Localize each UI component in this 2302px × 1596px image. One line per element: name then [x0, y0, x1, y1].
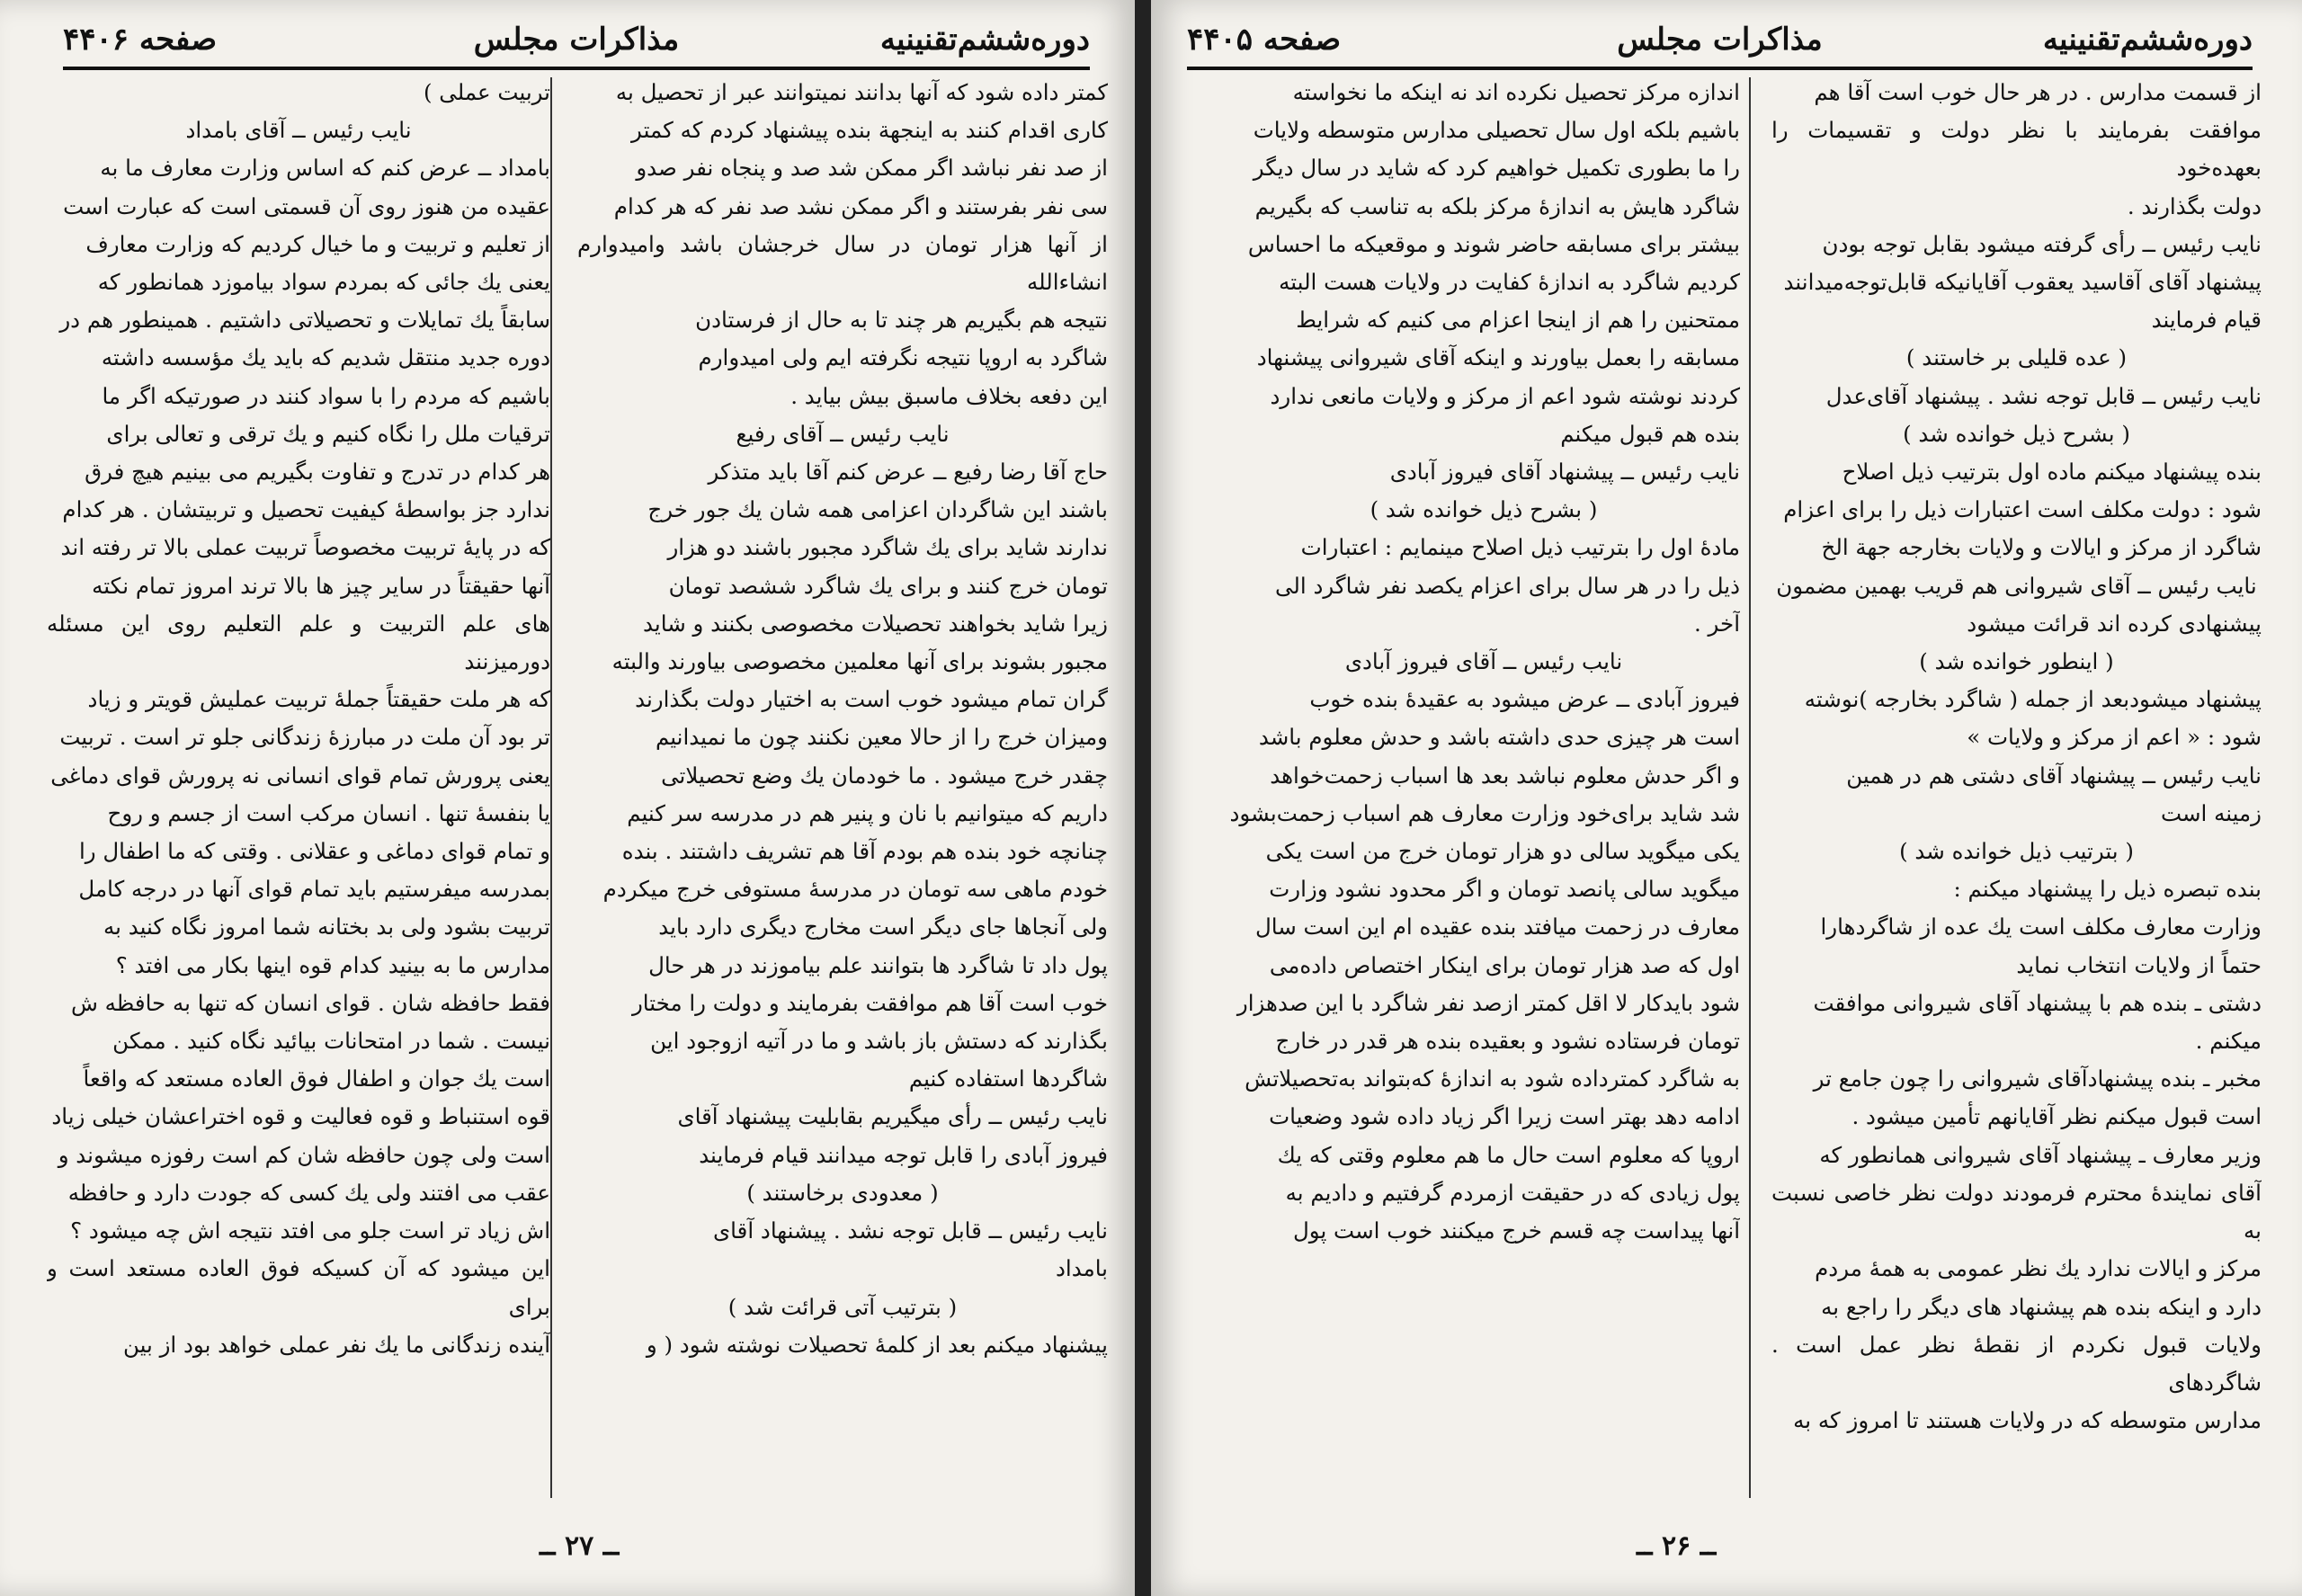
text-line: که در پایهٔ تربیت مخصوصاً تربیت عملی بالا تر رفته اند [60, 534, 550, 561]
text-line: شاگرد به اروپا نتیجه نگرفته ایم ولی امیدوارم [698, 344, 1108, 371]
text-line: بنده هم قبول میکنم [1560, 420, 1740, 447]
text-line: مادهٔ اول را بترتیب ذیل اصلاح مینمایم : اعتبارات [1300, 534, 1740, 561]
text-line: بامداد ــ عرض کنم که اساس وزارت معارف ما به [100, 155, 550, 182]
text-line: است قبول میکنم نظر آقایانهم تأمین میشود . [1851, 1103, 2262, 1130]
column-divider [550, 77, 552, 1498]
text-line: قوه استنباط و قوه فعالیت و قوه اختراعشان خیلی زیاد [51, 1103, 550, 1130]
text-column-left [1227, 74, 1740, 1503]
text-line: زمینه است [2160, 799, 2262, 826]
text-line: عقیده من هنوز روی آن قسمتی است که عبارت است [63, 192, 550, 219]
text-line: کمتر داده شود که آنها بدانند نمیتوانند عبر از تحصیل به [615, 79, 1108, 105]
text-line: آخر . [1693, 610, 1740, 637]
text-line: چنانچه خود بنده هم بودم آقا هم تشریف داشتند . بنده [621, 838, 1108, 865]
text-line: سابقاً یك تمایلات و تحصیلاتی داشتیم . همینطور هم در [59, 307, 550, 334]
text-line: است ولی چون حافظه شان کم است رفوزه میشوند و [58, 1141, 550, 1168]
text-line: ( بترتیب آتی قرائت شد ) [727, 1293, 958, 1320]
text-line: نایب رئیس ــ آقای شیروانی هم قریب بهمین مضمون [1776, 572, 2257, 599]
text-line: مدارس متوسطه که در ولایات هستند تا امروز که به [1793, 1407, 2262, 1434]
right-page [1151, 0, 2302, 1596]
text-line: ترقیات ملل را نگاه کنیم و یك ترقی و تعالی برای [106, 420, 550, 447]
text-line: ( بشرح ذیل خوانده شد ) [1370, 496, 1598, 523]
text-line: مجبور بشوند برای آنها معلمین مخصوصی بیاورند والبته [611, 648, 1108, 675]
text-line: شاگرد هایش به اندازهٔ مرکز بلکه به تناسب که بگیریم [1254, 192, 1740, 219]
text-line: به شاگرد کمترداده شود به اندازهٔ که‌بتواند به‌تحصیلاتش [1245, 1065, 1740, 1092]
text-line: نایب رئیس ــ رأی میگیریم بقابلیت پیشنهاد آقای [677, 1103, 1108, 1130]
text-line: ولی آنجاها جای دیگر است مخارج دیگری دارد باید [658, 914, 1108, 941]
text-line: میگوید سالی پانصد تومان و اگر محدود نشود وزارت [1269, 876, 1740, 903]
text-line: چقدر خرج میشود . ما خودمان یك وضع تحصیلاتی [661, 762, 1108, 789]
text-line: ( بشرح ذیل خوانده شد ) [1903, 420, 2130, 447]
text-line: را ما بطوری تکمیل خواهیم کرد که شاید در سال دیگر [1253, 155, 1740, 182]
publication-title: مذاکرات مجلس [1617, 22, 1823, 58]
text-line: تر بود آن ملت در مبارزهٔ زندگانی جلو تر است . تربیت [59, 724, 550, 751]
text-line: از قسمت مدارس . در هر حال خوب است آقا هم [1814, 79, 2262, 105]
text-line: پول داد تا شاگرد ها بتوانند علم بیاموزند در هر حال [648, 951, 1108, 978]
text-line: بیشتر برای مسابقه حاضر شوند و موقعیکه ما احساس [1247, 230, 1740, 257]
text-line: دارد و اینکه بنده هم پیشنهاد های دیگر را راجع به [1821, 1293, 2262, 1320]
text-line: سی نفر بفرستند و اگر ممکن نشد صد نفر که هر کدام [613, 192, 1108, 219]
column-divider [1749, 77, 1751, 1498]
text-line: حتماً از ولایات انتخاب نماید [2016, 951, 2262, 978]
text-line: پیشنهاد میکنم بعد از کلمهٔ تحصیلات نوشته شود ( و [646, 1331, 1108, 1358]
text-line: نایب رئیس ــ قابل توجه نشد . پیشنهاد آقای‌عدل [1825, 382, 2262, 409]
header-rule [63, 67, 1090, 70]
folio-number: ــ ۲۶ ــ [1637, 1530, 1717, 1562]
text-line: نایب رئیس ــ رأی گرفته میشود بقابل توجه بودن [1822, 230, 2262, 257]
text-line: است یك جوان و اطفال فوق العاده مستعد که واقعاً [83, 1065, 550, 1092]
text-line: نایب رئیس ــ قابل توجه نشد . پیشنهاد آقای [712, 1217, 1108, 1244]
text-line: بنده تبصره ذیل را پیشنهاد میکنم : [1953, 876, 2262, 903]
text-line: ( عده قلیلی بر خاستند ) [1905, 344, 2128, 371]
text-line: خوب است آقا هم موافقت بفرمایند و دولت را مختار [631, 989, 1108, 1016]
session-title: دوره‌ششم‌تقنینیه [2042, 22, 2253, 58]
text-line: باشند این شاگردان اعزامی همه شان یك جور خرج [647, 496, 1108, 523]
text-line: عقب می افتند ولی یك کسی که جودت دارد و حافظه [67, 1179, 550, 1206]
text-line: اش زیاد تر است جلو می افتد نتیجه اش چه میشود ؟ [70, 1217, 550, 1244]
text-line: شد شاید برای‌خود وزارت معارف هم اسباب زحمت‌بشود [1229, 799, 1740, 826]
text-column-right [1771, 74, 2262, 1503]
text-line: معارف در زحمت میافتد بنده عقیده ام این است سال [1254, 914, 1740, 941]
text-line: کاری اقدام کنند به اینجهة بنده پیشنهاد کردم که کمتر [631, 117, 1108, 144]
text-line: نایب رئیس ــ آقای فیروز آبادی [1344, 648, 1623, 675]
text-line: اروپا که معلوم است حال ما هم معلوم وقتی که یك [1277, 1141, 1740, 1168]
text-line: ولایات قبول نکردم از نقطهٔ نظر عمل است . شاگردهای [1771, 1331, 2262, 1395]
page-number: صفحه ۴۴۰۶ [63, 22, 218, 58]
text-line: فقط حافظه شان . قوای انسان که تنها به حافظه ش [70, 989, 550, 1016]
text-line: شود : دولت مکلف است اعتبارات ذیل را برای اعزام [1783, 496, 2262, 523]
text-line: ( بترتیب ذیل خوانده شد ) [1899, 838, 2134, 865]
text-line: ذیل را در هر سال برای اعزام یکصد نفر شاگرد الی [1275, 572, 1740, 599]
text-line: مسابقه را بعمل بیاورند و اینکه آقای شیروانی پیشنهاد [1256, 344, 1740, 371]
text-line: آینده زندگانی ما یك نفر عملی خواهد بود از بین [122, 1331, 550, 1358]
text-line: تومان خرج کنند و برای یك شاگرد ششصد تومان [668, 572, 1108, 599]
text-line: نیست . شما در امتحانات بیائید نگاه کنید . ممکن [112, 1028, 550, 1055]
text-line: وزیر معارف ـ پیشنهاد آقای شیروانی همانطور که [1819, 1141, 2262, 1168]
text-line: آنها پیداست چه قسم خرج میکنند خوب است پول [1292, 1217, 1740, 1244]
text-line: که هر ملت حقیقتاً جملهٔ تربیت عملیش قویتر و زیاد [87, 686, 550, 713]
text-line: شاگردها استفاده کنیم [908, 1065, 1108, 1092]
text-line: شود بایدکار لا اقل کمتر ازصد نفر شاگرد با این صدهزار [1236, 989, 1740, 1016]
session-title: دوره‌ششم‌تقنینیه [879, 22, 1090, 58]
text-line: ( معدودی برخاستند ) [746, 1179, 939, 1206]
page-header [1187, 22, 2253, 67]
text-line: های علم التربیت و علم التعلیم روی این مسئله دورمیزنند [47, 610, 550, 675]
text-line: یعنی پرورش تمام قوای انسانی نه پرورش قوای دماغی [50, 762, 550, 789]
text-line: ( اینطور خوانده شد ) [1919, 648, 2114, 675]
text-line: دولت بگذارند . [2127, 192, 2262, 219]
folio-number: ــ ۲۷ ــ [540, 1530, 620, 1562]
text-line: از صد نفر نباشد اگر ممکن شد صد و پنجاه نفر صدو [636, 155, 1108, 182]
text-line: میکنم . [2195, 1028, 2262, 1055]
text-line: نایب رئیس ــ آقای رفیع [736, 420, 950, 447]
page-number: صفحه ۴۴۰۵ [1187, 22, 1342, 58]
text-line: از آنها هزار تومان در سال خرجشان باشد وامیدوارم انشاءالله [577, 230, 1108, 296]
text-line: تربیت بشود ولی بد بختانه شما امروز نگاه کنید به [103, 914, 550, 941]
text-line: ندارد جز بواسطهٔ کیفیت تحصیل و تربیتشان . هر کدام [62, 496, 550, 523]
text-line: ممتحنین را هم از اینجا اعزام می کنیم که شرایط [1296, 307, 1740, 334]
text-line: فیروز آبادی را قابل توجه میدانند قیام فرمایند [699, 1141, 1108, 1168]
text-line: حاج آقا رضا رفیع ــ عرض کنم آقا باید متذکر [708, 459, 1108, 486]
text-line: بمدرسه میفرستیم باید تمام قوای آنها در درجه کامل [78, 876, 550, 903]
text-line: پیشنهاد میشودبعد از جمله ( شاگرد بخارجه )نوشته [1804, 686, 2262, 713]
text-line: نایب رئیس ــ پیشنهاد آقای فیروز آبادی [1389, 459, 1740, 486]
text-line: شود : « اعم از مرکز و ولایات » [1967, 724, 2262, 751]
text-line: آنها حقیقتاً در سایر چیز ها بالا ترند امروز تمام نکته [92, 572, 550, 599]
text-line: است هر چیزی حدی داشته باشد و حدش معلوم باشد [1258, 724, 1740, 751]
text-line: کردیم شاگرد به اندازهٔ کفایت در ولایات هست البته [1279, 269, 1740, 296]
text-line: باشیم بلکه اول سال تحصیلی مدارس متوسطه ولایات [1253, 117, 1740, 144]
text-line: تربیت عملی ) [423, 79, 550, 105]
header-rule [1187, 67, 2253, 70]
text-line: پیشنهادی کرده اند قرائت میشود [1967, 610, 2262, 637]
text-line: این دفعه بخلاف ماسبق بیش بیاید . [790, 382, 1108, 409]
text-line: خودم ماهی سه تومان در مدرسهٔ مستوفی خرج میکردم [602, 876, 1108, 903]
text-line: تومان فرستاده نشود و بعقیده بنده هر قدر در خارج [1275, 1028, 1740, 1055]
text-line: شاگرد از مرکز و ایالات و ولایات بخارجه جهة الخ [1821, 534, 2262, 561]
text-line: پول زیادی که در حقیقت ازمردم گرفتیم و دادیم به [1285, 1179, 1740, 1206]
text-line: اندازه مرکز تحصیل نکرده اند نه اینکه ما نخواسته [1292, 79, 1740, 105]
text-line: و اگر حدش معلوم نباشد بعد ها اسباب زحمت‌خواهد [1270, 762, 1740, 789]
text-line: بنده پیشنهاد میکنم ماده اول بترتیب ذیل اصلاح [1842, 459, 2262, 486]
text-line: نایب رئیس ــ آقای بامداد [185, 117, 412, 144]
text-line: قیام فرمایند [2151, 307, 2262, 334]
text-line: نتیجه هم بگیریم هر چند تا به حال از فرستادن [695, 307, 1108, 334]
text-line: ومیزان خرج را از حالا معین نکنند چون ما نمیدانیم [655, 724, 1108, 751]
text-line: باشیم که مردم را با سواد کنند در صورتیکه اگر ما [102, 382, 550, 409]
text-line: کردند نوشته شود اعم از مرکز و ولایات مانعی ندارد [1270, 382, 1740, 409]
text-column-left [47, 74, 550, 1503]
text-line: ندارند شاید برای یك شاگرد مجبور باشند دو هزار [667, 534, 1108, 561]
text-line: اول که صد هزار تومان برای اینکار اختصاص داده‌می [1269, 951, 1740, 978]
text-line: نایب رئیس ــ پیشنهاد آقای دشتی هم در همین [1846, 762, 2262, 789]
text-line: آقای نمایندهٔ محترم فرمودند دولت نظر خاصی نسبت به [1771, 1179, 2262, 1244]
page-header [63, 22, 1090, 67]
text-line: این میشود که آن کسیکه فوق العاده مستعد است و برای [47, 1255, 550, 1320]
text-line: و تمام قوای دماغی و عقلانی . وقتی که ما اطفال را [78, 838, 550, 865]
text-line: از تعلیم و تربیت و ما خیال کردیم که وزارت معارف [85, 230, 550, 257]
text-line: دشتی ـ بنده هم با پیشنهاد آقای شیروانی موافقت [1813, 989, 2262, 1016]
publication-title: مذاکرات مجلس [473, 22, 680, 58]
book-gutter [1135, 0, 1151, 1596]
text-line: دوره جدید منتقل شدیم که باید یك مؤسسه داشته [101, 344, 550, 371]
text-line: داریم که میتوانیم با نان و پنیر هم در مدرسه سر کنیم [627, 799, 1108, 826]
left-page [0, 0, 1135, 1596]
text-column-right [577, 74, 1108, 1503]
text-line: بامداد [1056, 1255, 1108, 1282]
text-line: وزارت معارف مکلف است یك عده از شاگردهارا [1820, 914, 2262, 941]
text-line: مرکز و ایالات ندارد یك نظر عمومی به همهٔ مردم [1815, 1255, 2262, 1282]
text-line: یعنی یك جائی که بمردم سواد بیاموزد همانطور که [97, 269, 550, 296]
text-line: گران تمام میشود خوب است به اختیار دولت بگذارند [635, 686, 1108, 713]
text-line: مخبر ـ بنده پیشنهادآقای شیروانی را چون جامع تر [1813, 1065, 2262, 1092]
text-line: زیرا شاید بخواهند تحصیلات مخصوصی بکنند و شاید [643, 610, 1108, 637]
text-line: پیشنهاد آقای آقاسید یعقوب آقایانیکه قابل‌توجه‌میدانند [1783, 269, 2262, 296]
text-line: ادامه دهد بهتر است زیرا اگر زیاد داده شود وضعیات [1269, 1103, 1740, 1130]
text-line: هر کدام در تدرج و تفاوت بگیریم می بینیم هیچ فرق [85, 459, 550, 486]
text-line: یکی میگوید سالی دو هزار تومان خرج من است یکی [1265, 838, 1740, 865]
text-line: یا بنفسهٔ تنها . انسان مرکب است از جسم و روح [107, 799, 550, 826]
text-line: فیروز آبادی ــ عرض میشود به عقیدهٔ بنده خوب [1309, 686, 1740, 713]
text-line: موافقت بفرمایند با نظر دولت و تقسیمات را بعهده‌خود [1771, 117, 2262, 182]
text-line: بگذارند که دستش باز باشد و ما در آتیه ازوجود این [650, 1028, 1108, 1055]
text-line: مدارس ما به بینید کدام قوه اینها بکار می افتد ؟ [115, 951, 550, 978]
